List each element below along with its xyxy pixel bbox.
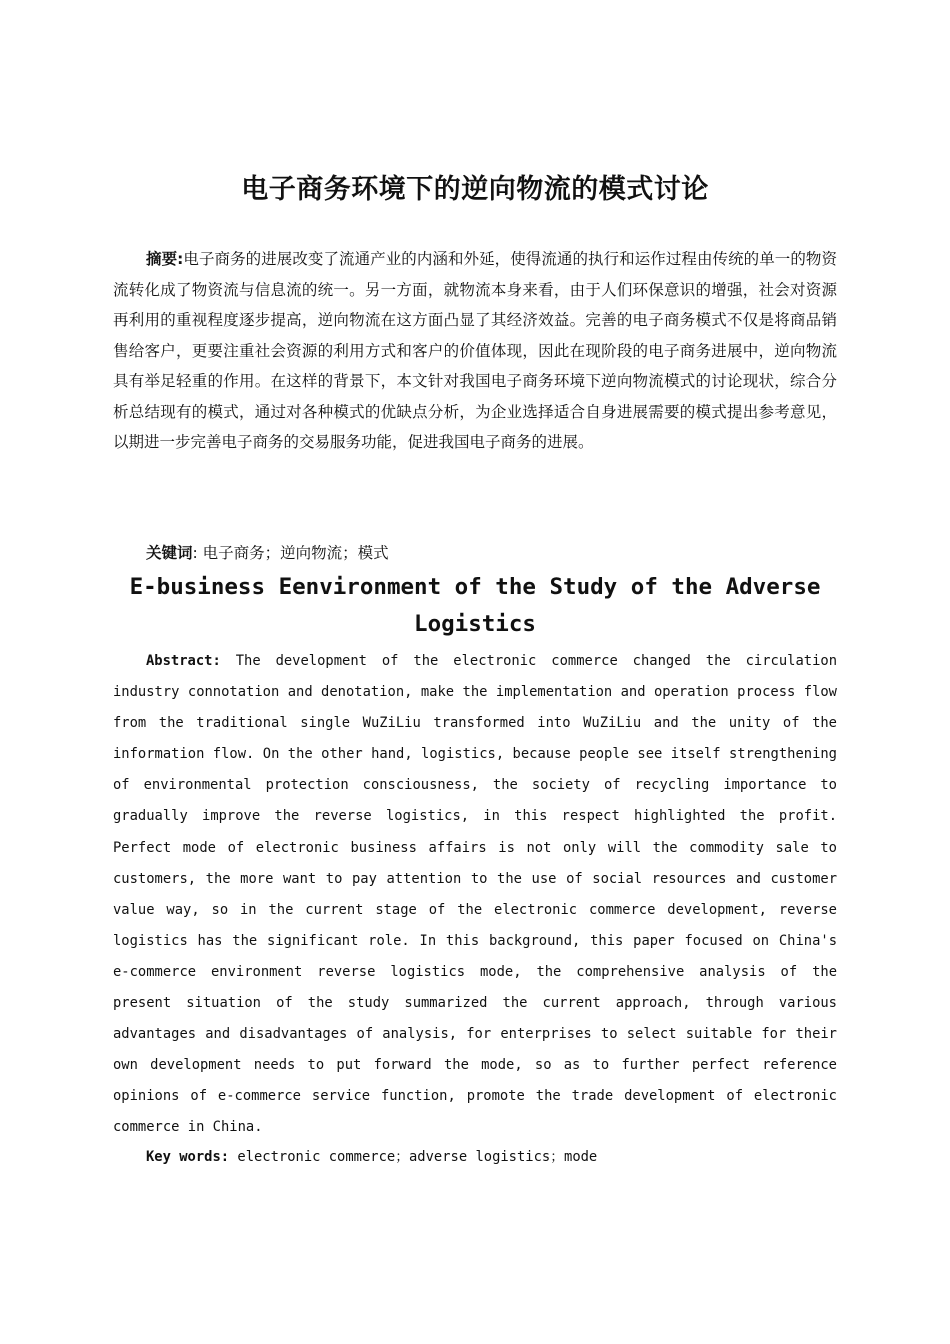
chinese-keywords-text: : 电子商务；逆向物流；模式 [192, 544, 389, 562]
english-abstract-label: Abstract: [146, 653, 221, 669]
chinese-abstract-label: 摘要: [146, 250, 184, 268]
english-title: E-business Eenvironment of the Study of the Adverse Logistics [129, 574, 821, 637]
chinese-title: 电子商务环境下的逆向物流的模式讨论 [241, 174, 709, 206]
chinese-abstract-text: 电子商务的进展改变了流通产业的内涵和外延，使得流通的执行和运作过程由传统的单一的物资流转化成了物资流与信息流的统一。另一方面，就物流本身来看，由于人们环保意识的增强，社会对资源再利用的重视程度逐步提高，逆向物流在这方面凸显了其经济效益。完善的电子商务模式不仅是将商品销售给客户，更要注重社会资源的利用方式和客户的价值体现，因此在现阶段的电子商务进展中，逆向物流具有举足轻重的作用。在这样的背景下，本文针对我国电子商务环境下逆向物流模式的讨论现状，综合分析总结现有的模式，通过对各种模式的优缺点分析，为企业选择适合自身进展需要的模式提出参考意见，以期进一步完善电子商务的交易服务功能，促进我国电子商务的进展。 [113, 250, 837, 451]
english-keywords-text: electronic commerce；adverse logistics；mode [229, 1149, 598, 1165]
chinese-keywords [146, 540, 389, 566]
english-abstract-text: The development of the electronic commerce changed the circulation industry connotation and denotation, make the implementation and operation process flow from the traditional single WuZiLiu transformed into WuZiLiu and the unity of the information flow. On the other hand, logistics, because people see itself strengthening of environmental protection consciousness, the society of recycling importance to gradually improve the reverse logistics, in this respect highlighted the profit. Perfect mode of electronic business affairs is not only will the commodity sale to customers, the more want to pay attention to the use of social resources and customer value way, so in the current stage of the electronic commerce development, reverse logistics has the significant role. In this background, this paper focused on China's e-commerce environment reverse logistics mode, the comprehensive analysis of the present situation of the study summarized the current approach, through various advantages and disadvantages of analysis, for enterprises to select suitable for their own development needs to put forward the mode, so as to further perfect reference opinions of e-commerce service function, promote the trade development of electronic commerce in China. [113, 653, 837, 1136]
english-abstract [113, 646, 837, 1144]
chinese-abstract [113, 244, 837, 458]
chinese-keywords-label: 关键词 [146, 544, 193, 562]
english-keywords-label: Key words: [146, 1149, 230, 1165]
english-keywords [146, 1144, 597, 1170]
